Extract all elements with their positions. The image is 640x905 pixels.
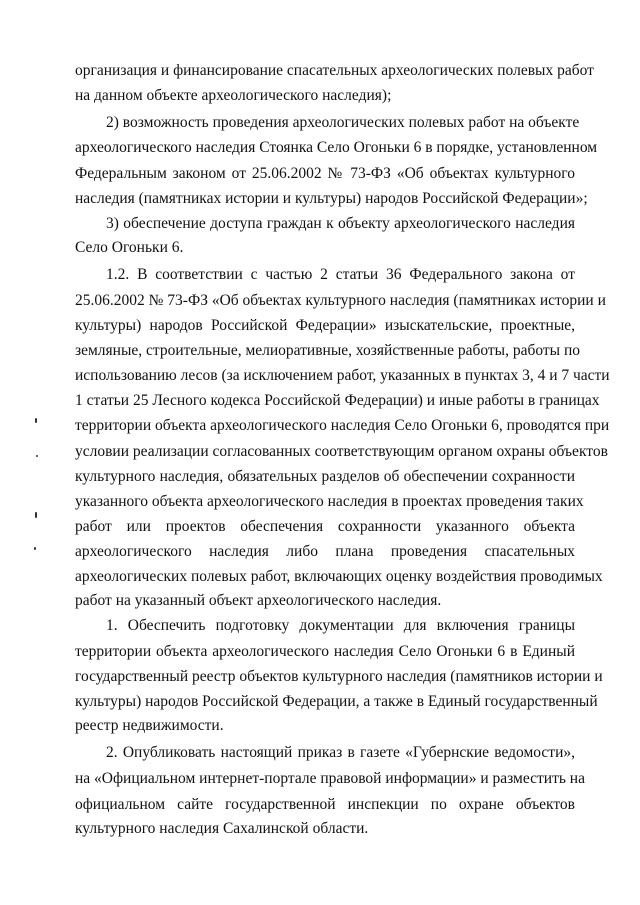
text-line: 2) возможность проведения археологических полевых работ на объекте bbox=[106, 114, 580, 131]
text-line: археологических полевых работ, включающих оценку воздействия проводимых bbox=[75, 568, 603, 585]
text-line: культуры) народов Российской Федерации» изыскательские, проектные, bbox=[75, 317, 575, 334]
text-line: территории объекта археологического наследия Село Огоньки 6, проводятся при bbox=[75, 417, 610, 434]
text-line: условии реализации согласованных соответствующим органом охраны объектов bbox=[75, 443, 608, 460]
text-line: государственный реестр объектов культурного наследия (памятников истории и bbox=[75, 668, 603, 685]
text-line: археологического наследия Стоянка Село Огоньки 6 в порядке, установленном bbox=[75, 139, 598, 156]
text-line: Федеральным законом от 25.06.2002 № 73-ФЗ «Об объектах культурного bbox=[75, 165, 575, 182]
text-line: официальном сайте государственной инспекции по охране объектов bbox=[75, 796, 575, 813]
text-line: земляные, строительные, мелиоративные, хозяйственные работы, работы по bbox=[75, 342, 581, 359]
text-line: на «Официальном интернет-портале правовой информации» и разместить на bbox=[75, 770, 585, 787]
text-line: 25.06.2002 № 73-ФЗ «Об объектах культурного наследия (памятниках истории и bbox=[75, 292, 606, 309]
text-line: территории объекта археологического наследия Село Огоньки 6 в Единый bbox=[75, 643, 575, 660]
text-line: реестр недвижимости. bbox=[75, 717, 224, 734]
text-line: работ на указанный объект археологического наследия. bbox=[75, 592, 442, 609]
text-line: 1 статьи 25 Лесного кодекса Российской Федерации) и иные работы в границах bbox=[75, 392, 600, 409]
text-line: 1. Обеспечить подготовку документации для включения границы bbox=[106, 617, 575, 634]
text-line: указанного объекта археологического наследия в проектах проведения таких bbox=[75, 493, 584, 510]
scan-mark bbox=[35, 418, 37, 423]
text-line: на данном объекте археологического наследия); bbox=[75, 87, 392, 104]
text-line: использованию лесов (за исключением работ, указанных в пунктах 3, 4 и 7 части bbox=[75, 367, 610, 384]
text-line: культурного наследия, обязательных разделов об обеспечении сохранности bbox=[75, 468, 575, 485]
text-line: работ или проектов обеспечения сохранности указанного объекта bbox=[75, 518, 575, 535]
text-line: 1.2. В соответствии с частью 2 статьи 36 Федерального закона от bbox=[106, 266, 575, 283]
scan-mark bbox=[35, 512, 37, 518]
scan-mark bbox=[36, 455, 38, 457]
text-line: культурного наследия Сахалинской области. bbox=[75, 820, 369, 837]
text-line: Село Огоньки 6. bbox=[75, 239, 184, 256]
text-line: 3) обеспечение доступа граждан к объекту археологического наследия bbox=[106, 215, 575, 232]
text-line: культуры) народов Российской Федерации, а также в Единый государственный bbox=[75, 693, 598, 710]
text-line: 2. Опубликовать настоящий приказ в газете «Губернские ведомости», bbox=[106, 744, 575, 761]
scan-mark bbox=[34, 547, 36, 550]
text-line: наследия (памятниках истории и культуры) народов Российской Федерации»; bbox=[75, 190, 588, 207]
text-line: организация и финансирование спасательных археологических полевых работ bbox=[75, 62, 594, 79]
text-line: археологического наследия либо плана проведения спасательных bbox=[75, 543, 575, 560]
